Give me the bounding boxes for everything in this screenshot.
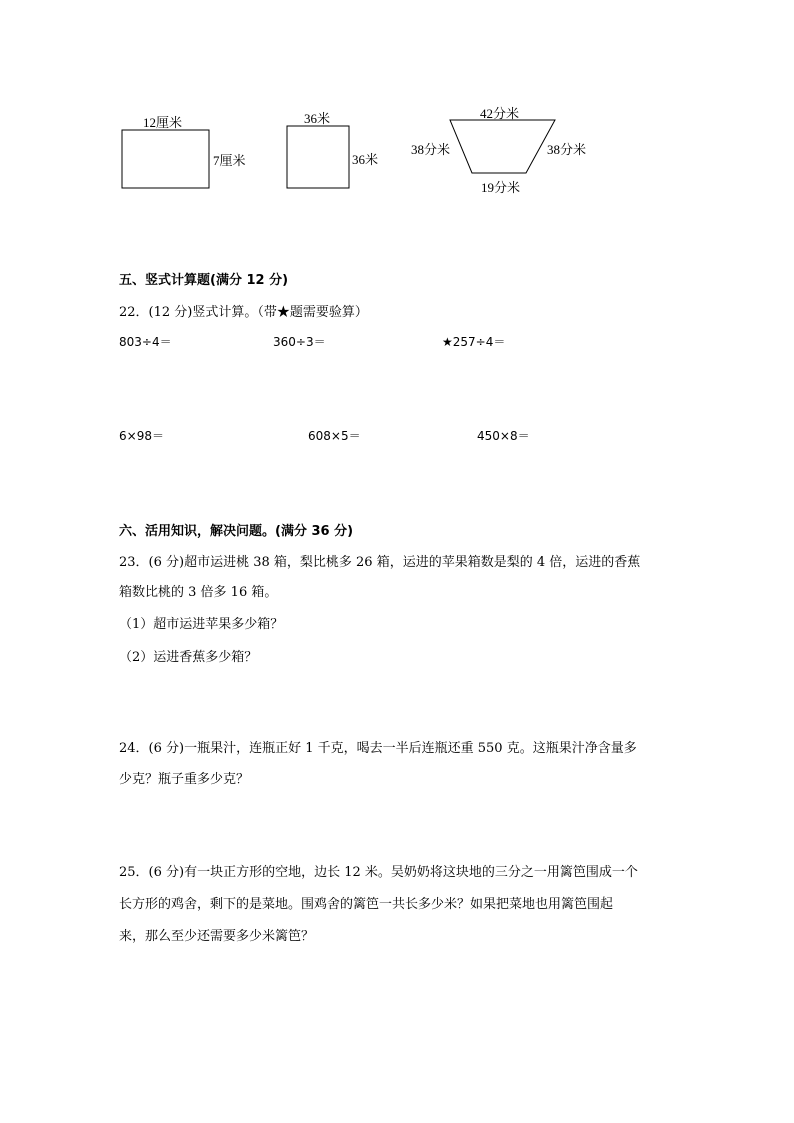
- trapezoid-left-label: 38分米: [411, 142, 451, 157]
- section6-title: 六、活用知识，解决问题。(满分 36 分): [119, 524, 354, 539]
- q24-line2: 少克？瓶子重多少克？: [119, 772, 250, 787]
- section5-title: 五、竖式计算题(满分 12 分): [119, 273, 289, 288]
- q23-line2: 箱数比桃的 3 倍多 16 箱。: [119, 585, 278, 600]
- rectangle-shape: [121, 129, 211, 189]
- q25-line3: 来，那么至少还需要多少米篱笆？: [119, 929, 315, 944]
- calc-item-3: ★257÷4＝: [442, 335, 506, 349]
- rectangle-right-label: 7厘米: [213, 153, 246, 168]
- trapezoid-right-label: 38分米: [547, 142, 587, 157]
- trapezoid-top-label: 42分米: [480, 106, 520, 121]
- q25-line1: 25．(6 分)有一块正方形的空地，边长 12 米。吴奶奶将这块地的三分之一用篱笆围成一个: [119, 865, 638, 880]
- q22-prompt: 22．(12 分)竖式计算。（带★题需要验算）: [119, 305, 368, 320]
- rectangle-top-label: 12厘米: [143, 115, 183, 130]
- q25-line2: 长方形的鸡舍，剩下的是菜地。围鸡舍的篱笆一共长多少米？如果把菜地也用篱笆围起: [119, 897, 614, 912]
- q23-sub2: （2）运进香蕉多少箱？: [119, 650, 258, 665]
- trapezoid-shape: [449, 119, 559, 175]
- q24-line1: 24．(6 分)一瓶果汁，连瓶正好 1 千克，喝去一半后连瓶还重 550 克。这瓶果汁净含量多: [119, 741, 637, 756]
- calc-item-5: 608×5＝: [308, 429, 361, 443]
- calc-item-2: 360÷3＝: [273, 335, 326, 349]
- square-shape: [286, 125, 351, 190]
- q23-sub1: （1）超市运进苹果多少箱？: [119, 617, 284, 632]
- q23-line1: 23．(6 分)超市运进桃 38 箱，梨比桃多 26 箱，运进的苹果箱数是梨的 4 倍，运进的香蕉: [119, 555, 641, 570]
- square-right-label: 36米: [352, 152, 379, 167]
- calc-item-6: 450×8＝: [477, 429, 530, 443]
- calc-item-1: 803÷4＝: [119, 335, 172, 349]
- square-top-label: 36米: [304, 111, 331, 126]
- calc-item-4: 6×98＝: [119, 429, 164, 443]
- trapezoid-bottom-label: 19分米: [481, 180, 521, 195]
